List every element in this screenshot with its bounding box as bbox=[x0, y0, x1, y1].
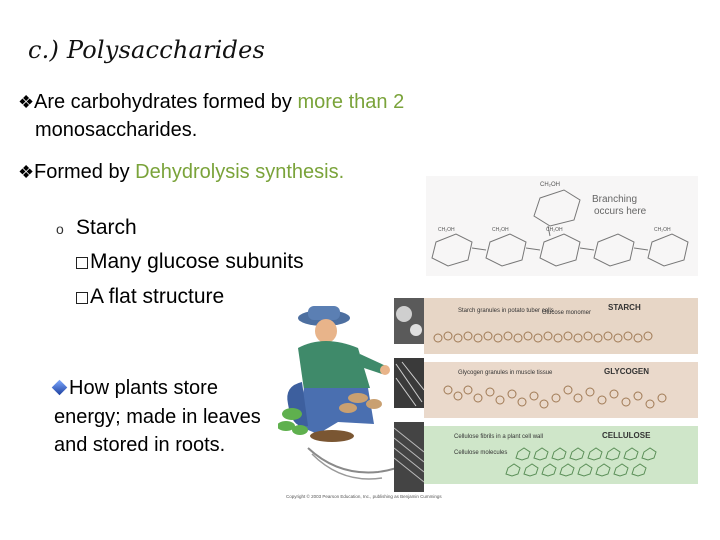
starch-caption: Starch granules in potato tuber cells bbox=[458, 308, 554, 314]
ring-label: CH₂OH bbox=[540, 182, 560, 188]
square-bullet-icon bbox=[76, 257, 88, 269]
ring-label: CH₂OH bbox=[546, 227, 563, 233]
copyright-notice: Copyright © 2003 Pearson Education, Inc., publishing as Benjamin Cummings bbox=[286, 494, 442, 499]
subitem-text: Many glucose subunits bbox=[90, 250, 304, 273]
plants-note-text: How plants store energy; made in leaves and stored in roots. bbox=[54, 377, 261, 456]
ring-label: CH₂OH bbox=[654, 227, 671, 233]
blue-diamond-bullet-icon bbox=[52, 380, 68, 396]
glycogen-panel-label: GLYCOGEN bbox=[604, 367, 650, 376]
bullet-text-line2: monosaccharides. bbox=[35, 119, 198, 141]
branching-label: Branching occurs here bbox=[592, 194, 647, 217]
micrograph-column bbox=[394, 298, 424, 492]
subitem-text: A flat structure bbox=[90, 285, 225, 308]
polysaccharide-figure bbox=[278, 176, 698, 502]
bullet-text: Formed by bbox=[34, 161, 136, 183]
starch-subitem-1 bbox=[76, 244, 304, 279]
circle-bullet-icon: o bbox=[56, 221, 64, 237]
square-bullet-icon bbox=[76, 292, 88, 304]
diamond-bullet-icon: ❖ bbox=[18, 92, 35, 112]
cellulose-panel bbox=[424, 426, 698, 484]
plants-note bbox=[54, 374, 274, 460]
cellulose-molecules-label: Cellulose molecules bbox=[454, 450, 508, 456]
starch-subitem-2 bbox=[76, 279, 224, 314]
starch-item bbox=[56, 210, 137, 247]
cellulose-panel-label: CELLULOSE bbox=[602, 431, 651, 440]
bullet-accent-text: more than 2 bbox=[297, 91, 405, 113]
glucose-chain-diagram bbox=[278, 176, 698, 276]
bullet-accent-text: Dehydrolysis synthesis. bbox=[135, 161, 345, 183]
slide-title: c.) Polysaccharides bbox=[28, 36, 266, 64]
bullet-text: Are carbohydrates formed by bbox=[34, 91, 298, 113]
starch-panel-label: STARCH bbox=[608, 303, 641, 312]
glycogen-panel bbox=[424, 362, 698, 418]
glycogen-caption: Glycogen granules in muscle tissue bbox=[458, 370, 553, 376]
starch-label: Starch bbox=[76, 216, 137, 239]
bullet-carbohydrates bbox=[18, 88, 404, 144]
cellulose-caption: Cellulose fibrils in a plant cell wall bbox=[454, 434, 544, 440]
starch-panel bbox=[424, 298, 698, 354]
diamond-bullet-icon: ❖ bbox=[18, 162, 35, 182]
ring-label: CH₂OH bbox=[492, 227, 509, 233]
ring-label: CH₂OH bbox=[438, 227, 455, 233]
glucose-monomer-label: Glucose monomer bbox=[542, 310, 592, 316]
